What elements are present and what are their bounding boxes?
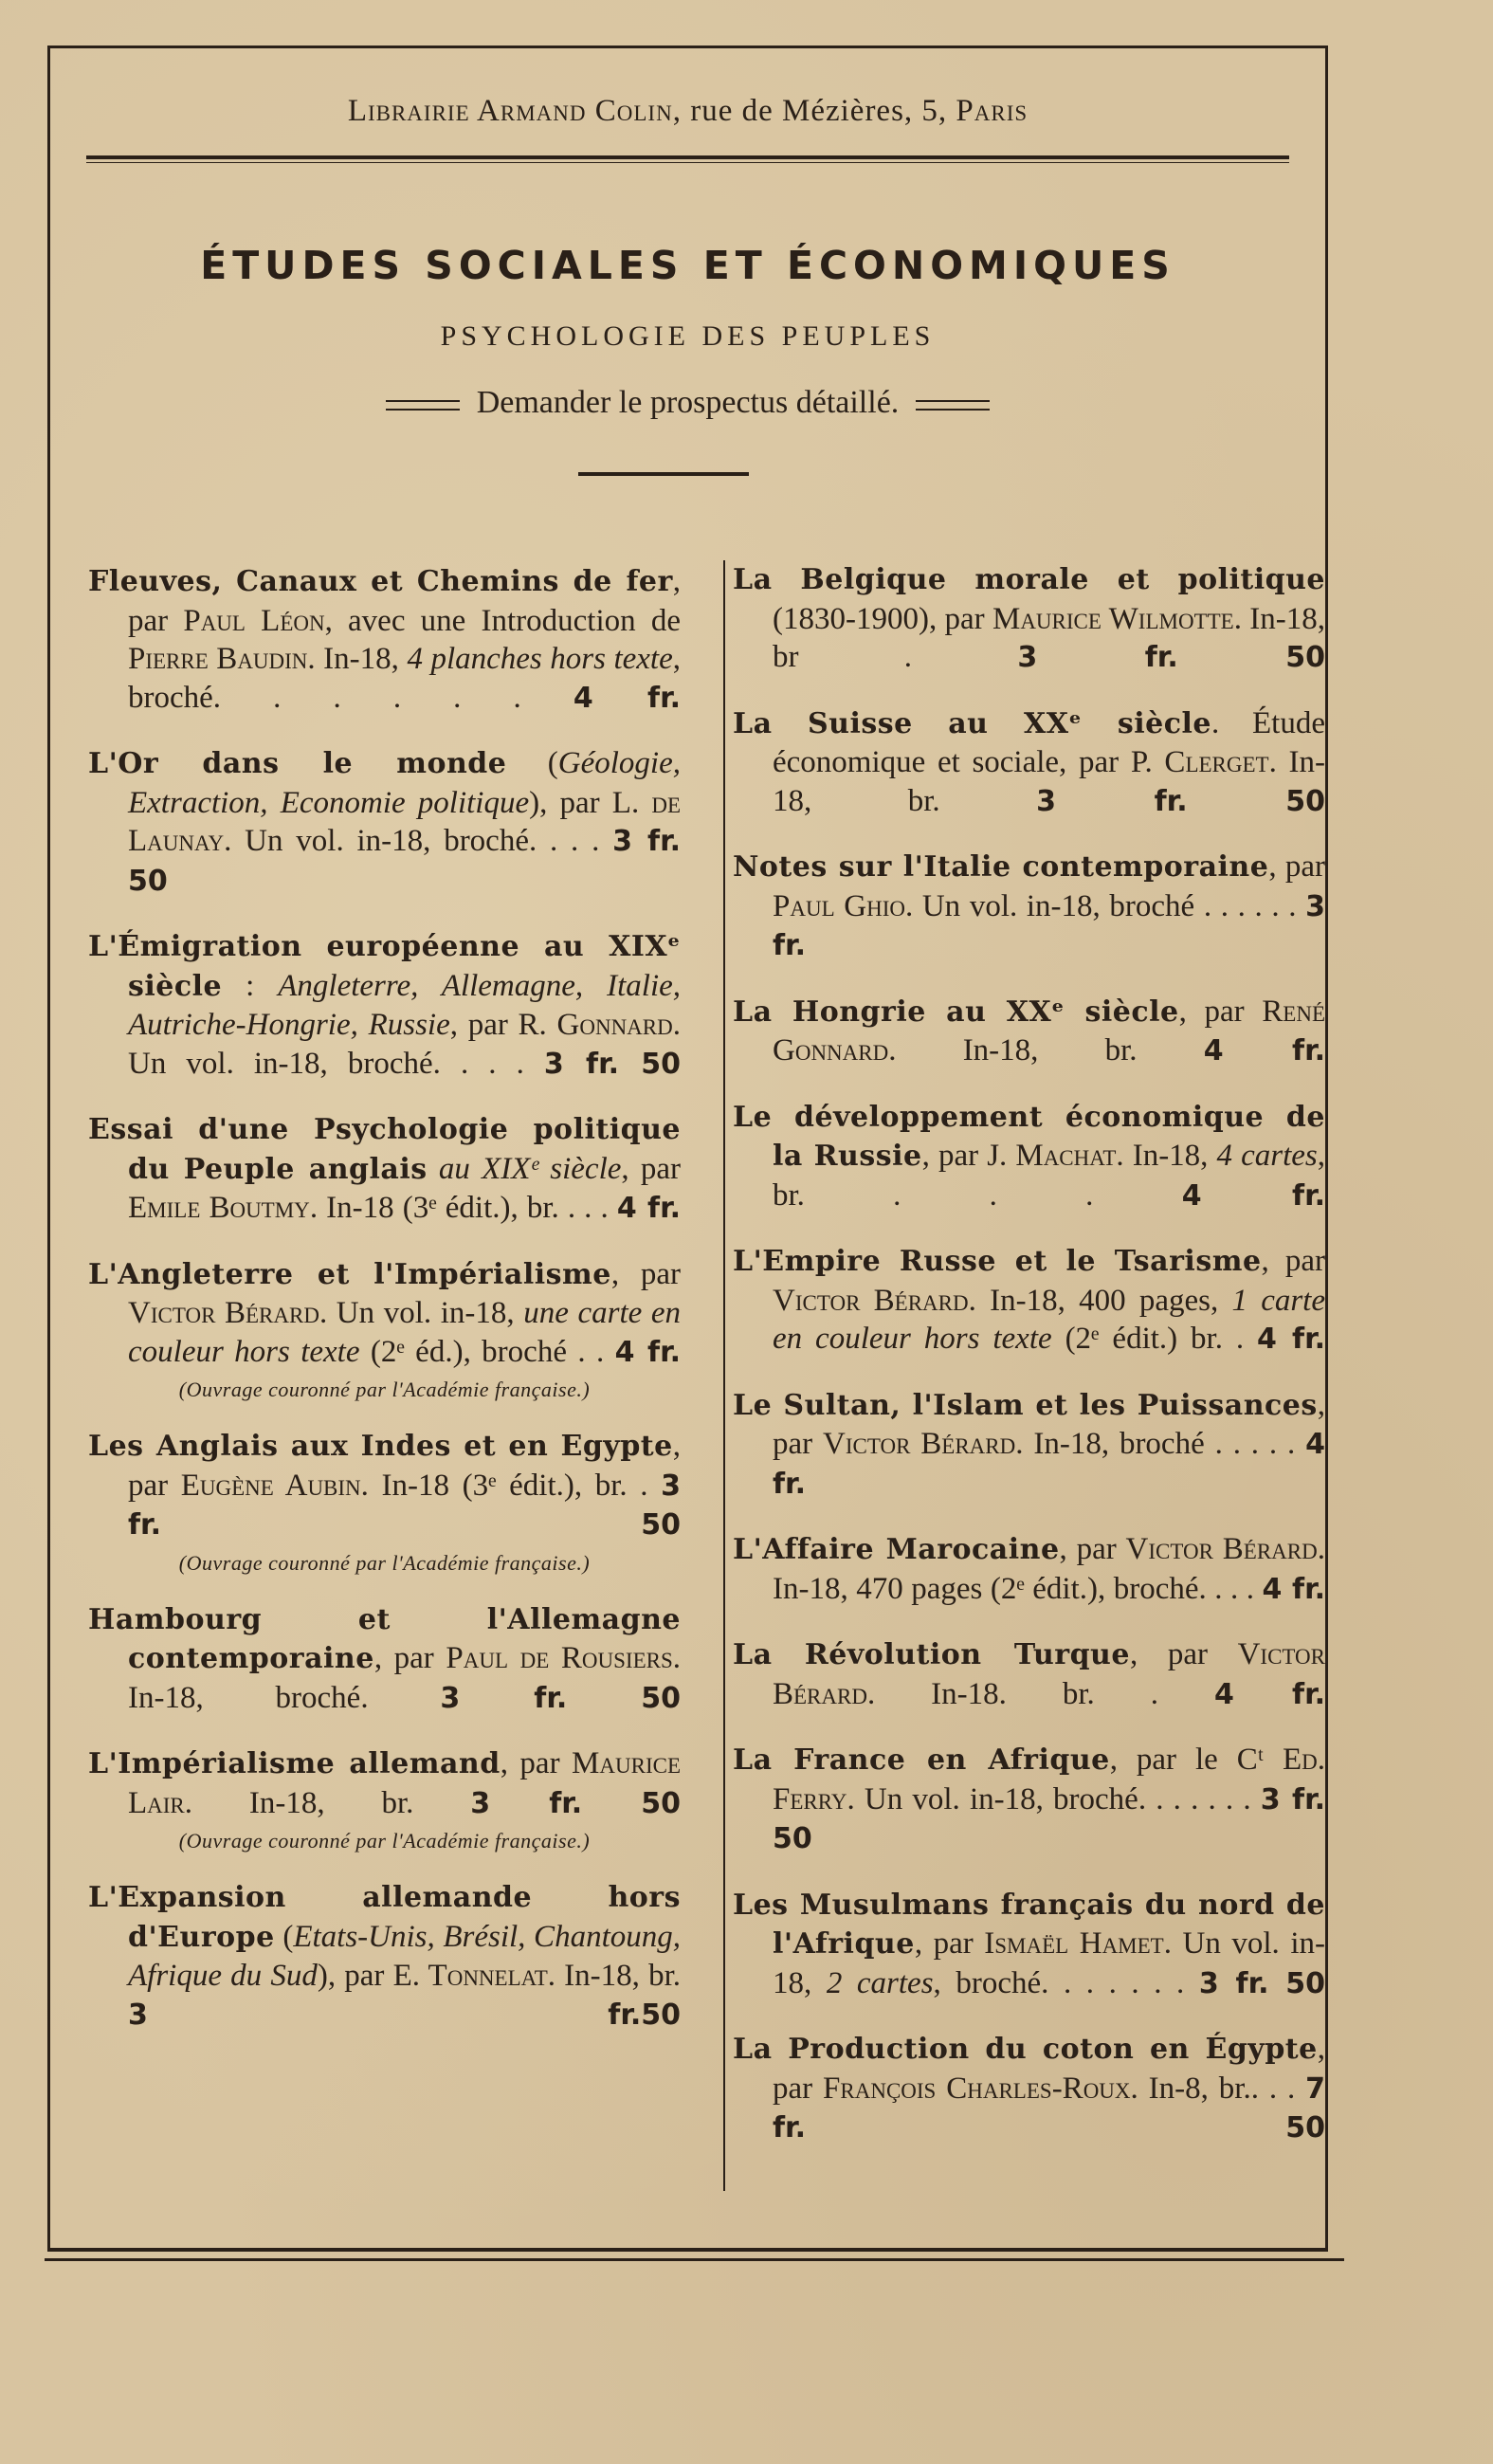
entry-text: . Étude économique et sociale, par <box>773 705 1325 779</box>
award-note: (Ouvrage couronné par l'Académie française.) <box>178 1550 591 1575</box>
entry-price: 3 fr. 50 <box>1017 641 1325 674</box>
entry-text: . In-18, <box>307 642 408 676</box>
entry-text: , par <box>373 1641 446 1675</box>
entry-title: Les Anglais aux Indes et en Egypte <box>88 1430 673 1463</box>
entry-title: La France en Afrique <box>733 1743 1110 1777</box>
catalog-entry <box>733 2030 1325 2148</box>
entry-author: Pierre Baudin <box>128 642 308 676</box>
entry-text: , avec une Introduction de <box>324 603 681 638</box>
subseries-title: PSYCHOLOGIE DES PEUPLES <box>440 320 936 352</box>
entry-text: ( <box>274 1919 294 1954</box>
catalog-entry <box>88 1600 681 1719</box>
entry-text: , par <box>128 1429 681 1503</box>
entry-price: 4 fr. <box>1181 1178 1325 1213</box>
entry-text: , par <box>1059 1532 1126 1566</box>
entry-title: L'Or dans le monde <box>88 747 507 780</box>
entry-text: , br. . . . <box>773 1139 1325 1213</box>
entry-author: R. Gonnard <box>518 1008 673 1042</box>
catalog-entry <box>733 993 1325 1071</box>
section-rule <box>578 472 749 476</box>
entry-text: . In-18, br . <box>773 601 1326 674</box>
right-column <box>723 560 1325 2191</box>
entry-text: : <box>222 968 279 1003</box>
entry-price: 4 fr. <box>1203 1034 1325 1068</box>
entry-text: . In-18, br. <box>888 1033 1204 1068</box>
publisher-line <box>50 94 1325 129</box>
entry-text: , par <box>1261 1244 1325 1278</box>
award-note: (Ouvrage couronné par l'Académie française.) <box>178 1829 591 1853</box>
entry-price: 4 fr. <box>773 1428 1325 1501</box>
entry-author: Victor Bérard <box>823 1427 1016 1461</box>
entry-title: Notes sur l'Italie contemporaine <box>733 850 1269 884</box>
entry-price: 4 fr. <box>1213 1677 1325 1711</box>
entry-price: 4 fr. <box>1257 1323 1325 1356</box>
entry-price: 4 fr. <box>616 1192 681 1225</box>
entry-text: . In-18, <box>1116 1139 1217 1173</box>
entry-text: , par <box>773 2032 1325 2106</box>
entry-text: . In-18, broché. <box>128 1641 681 1715</box>
catalog-entry <box>733 1242 1325 1360</box>
entry-author: René Gonnard <box>773 994 1326 1068</box>
ornament-dash <box>386 400 460 411</box>
entry-price: 3 fr. 50 <box>128 825 681 898</box>
entry-price: 3 fr. 50 <box>1198 1966 1325 2000</box>
entry-text: , par <box>773 1387 1325 1461</box>
entry-title: L'Impérialisme allemand <box>88 1747 501 1780</box>
entry-text: . Un vol. in-18, <box>319 1296 524 1330</box>
catalog-entry <box>733 704 1325 822</box>
entry-title: La Suisse au XXᵉ siècle <box>733 706 1211 740</box>
entry-text: . Un vol. in-18, broché. . . . . . . <box>847 1781 1261 1816</box>
entry-author: Paul Léon <box>183 603 325 638</box>
catalog-entry <box>733 1098 1325 1216</box>
entry-text: . Un vol. in-18, broché . . . . . . <box>904 888 1306 923</box>
entry-text: . In-18, 400 pages, <box>968 1283 1232 1318</box>
entry-text: . In-18, broché . . . . . <box>1015 1427 1306 1461</box>
entry-text: ), par <box>529 785 612 820</box>
entry-price: 3 fr. 50 <box>1036 784 1325 818</box>
entry-text: 4 planches hors texte <box>407 642 673 676</box>
entry-author: Paul de Rousiers <box>446 1641 673 1675</box>
entry-author: Maurice Lair <box>128 1746 681 1820</box>
entry-author: Eugène Aubin <box>180 1468 361 1503</box>
entry-text: au XIXᵉ siècle <box>438 1151 622 1186</box>
entry-author: Ed. Ferry <box>773 1743 1325 1816</box>
entry-text: . In-8, br.. . . <box>1130 2071 1306 2106</box>
entry-text: ), par <box>317 1959 393 1993</box>
left-column <box>88 562 681 2061</box>
entry-author: Victor Bérard <box>1125 1532 1318 1566</box>
prospectus-text: Demander le prospectus détaillé. <box>476 385 900 420</box>
catalog-entry <box>733 1386 1325 1505</box>
catalog-entry <box>733 1886 1325 2004</box>
entry-text: . In-18, br. <box>184 1785 471 1820</box>
entry-author: Ismaël Hamet <box>984 1926 1164 1961</box>
entry-text: Etats-Unis, Brésil, Chantoung, Afrique du Sud <box>128 1919 681 1993</box>
publisher-name: Librairie Armand Colin <box>347 94 673 128</box>
prospectus-line <box>50 385 1325 421</box>
entry-text: , broché. . . . . . . <box>933 1965 1199 2000</box>
entry-author: L. de Launay <box>128 785 681 858</box>
entry-title: L'Angleterre et l'Impérialisme <box>88 1257 611 1291</box>
entry-text: . In-18 (3ᵉ édit.), br. . . . <box>309 1191 617 1225</box>
entry-text: (2ᵉ éd.), broché . . <box>359 1334 615 1369</box>
entry-text: une carte en couleur hors texte <box>128 1296 681 1369</box>
entry-text: , par <box>1268 849 1326 884</box>
catalog-entry <box>733 1530 1325 1609</box>
entry-price: 4 fr. <box>614 1335 681 1369</box>
entry-title: Hambourg et l'Allemagne contemporaine <box>88 1602 681 1675</box>
entry-title: La Hongrie au XXᵉ siècle <box>733 995 1179 1029</box>
entry-text: , par <box>1178 994 1263 1029</box>
catalog-entry <box>733 1741 1325 1859</box>
entry-text: , par <box>1129 1637 1238 1671</box>
entry-author: E. Tonnelat <box>392 1959 548 1993</box>
catalog-entry <box>733 560 1325 678</box>
entry-text: Angleterre, Allemagne, Italie, Autriche-Hongrie, Russie <box>128 968 682 1042</box>
entry-text: , par <box>449 1008 519 1042</box>
entry-text: Géologie, Extraction, Economie politique <box>128 746 681 820</box>
entry-author: Victor Bérard <box>773 1637 1325 1711</box>
publisher-address: , rue de Mézières, 5, <box>672 94 956 128</box>
entry-title: La Belgique morale et politique <box>733 563 1325 596</box>
award-note: (Ouvrage couronné par l'Académie française.) <box>178 1378 591 1401</box>
entry-title: L'Affaire Marocaine <box>733 1533 1060 1566</box>
entry-author: Victor Bérard <box>128 1296 319 1330</box>
catalog-entry <box>88 744 681 901</box>
catalog-entry <box>88 1744 681 1823</box>
entry-text: , broché. . . . . . <box>128 642 681 715</box>
page-frame <box>47 46 1328 2252</box>
entry-author: Paul Ghio <box>773 888 905 923</box>
entry-price: 4 fr. <box>1262 1572 1325 1606</box>
entry-text: (2ᵉ édit.) br. . <box>1051 1322 1258 1356</box>
entry-text: ( <box>506 746 558 780</box>
catalog-entry <box>88 1427 681 1545</box>
entry-text: . Un vol. in-18, <box>773 1926 1325 2000</box>
entry-text: . In-18, br. <box>773 745 1325 818</box>
entry-text: , par <box>610 1256 681 1291</box>
entry-title: Le développement économique de la Russie <box>733 1100 1325 1173</box>
entry-title: L'Expansion allemande hors d'Europe <box>88 1881 681 1954</box>
entry-price: 3 fr. 50 <box>128 1469 681 1542</box>
entry-title: L'Émigration européenne au XIXᵉ siècle <box>88 930 681 1003</box>
entry-text: 4 cartes <box>1216 1139 1318 1173</box>
entry-title: La Production du coton en Égypte <box>733 2033 1318 2066</box>
entry-author: François Charles-Roux <box>823 2071 1131 2106</box>
entry-price: 3 fr. 50 <box>470 1786 681 1820</box>
entry-author: P. Clerget <box>1130 745 1269 779</box>
catalog-entry <box>88 1878 681 2035</box>
entry-title: Le Sultan, l'Islam et les Puissances <box>733 1388 1318 1422</box>
entry-text: , par <box>500 1746 573 1780</box>
entry-price: 3 fr. 50 <box>543 1047 681 1081</box>
catalog-entry <box>88 1110 681 1229</box>
series-title: ÉTUDES SOCIALES ET ÉCONOMIQUES <box>200 243 1175 288</box>
entry-text: . In-18 (3ᵉ édit.), br. . <box>360 1468 662 1503</box>
entry-text: . In-18, br. <box>547 1959 681 1993</box>
entry-author: J. Machat <box>987 1139 1117 1173</box>
entry-price: 3 fr. 50 <box>773 1782 1325 1855</box>
entry-text: , par le Cᵗ <box>1109 1743 1283 1777</box>
entry-author: Maurice Wilmotte <box>992 601 1234 636</box>
header-rule <box>86 155 1289 159</box>
entry-text: 1 carte en couleur hors texte <box>773 1283 1325 1356</box>
entry-text: . Un vol. in-18, broché. . . . <box>224 824 613 858</box>
entry-title: La Révolution Turque <box>733 1638 1130 1671</box>
entry-text: 2 cartes <box>826 1965 934 2000</box>
catalog-entry <box>88 927 681 1084</box>
entry-price: 3 fr. 50 <box>440 1681 681 1715</box>
entry-title: Les Musulmans français du nord de l'Afrique <box>733 1888 1325 1961</box>
entry-title: L'Empire Russe et le Tsarisme <box>733 1245 1262 1278</box>
entry-text: , par <box>914 1926 985 1961</box>
entry-text: . Un vol. in-18, broché. . . . <box>128 1008 681 1081</box>
entry-title: Fleuves, Canaux et Chemins de fer <box>88 565 673 598</box>
entry-price: 7 fr. 50 <box>773 2072 1325 2145</box>
entry-text: , par <box>921 1139 988 1173</box>
entry-author: Victor Bérard <box>773 1283 969 1318</box>
entry-author: Emile Boutmy <box>128 1191 310 1225</box>
entry-text: (1830-1900), par <box>773 601 992 636</box>
entry-price: 3 fr.50 <box>128 1998 681 2032</box>
ornament-dash <box>916 400 990 411</box>
entry-price: 4 fr. <box>573 681 681 715</box>
publisher-city: Paris <box>956 94 1029 128</box>
catalog-entry <box>733 848 1325 966</box>
entry-text: . In-18. br. . <box>866 1676 1214 1711</box>
catalog-entry <box>733 1635 1325 1714</box>
entry-text <box>428 1152 439 1186</box>
entry-price: 3 fr. <box>773 889 1325 962</box>
entry-text: . In-18, 470 pages (2ᵉ édit.), broché. . . . <box>773 1532 1325 1606</box>
entry-text: , par <box>621 1151 682 1186</box>
entry-title: Essai d'une Psychologie politique du Peuple anglais <box>88 1113 681 1186</box>
entry-text: , par <box>128 564 681 638</box>
catalog-entry <box>88 562 681 718</box>
catalog-entry <box>88 1255 681 1373</box>
